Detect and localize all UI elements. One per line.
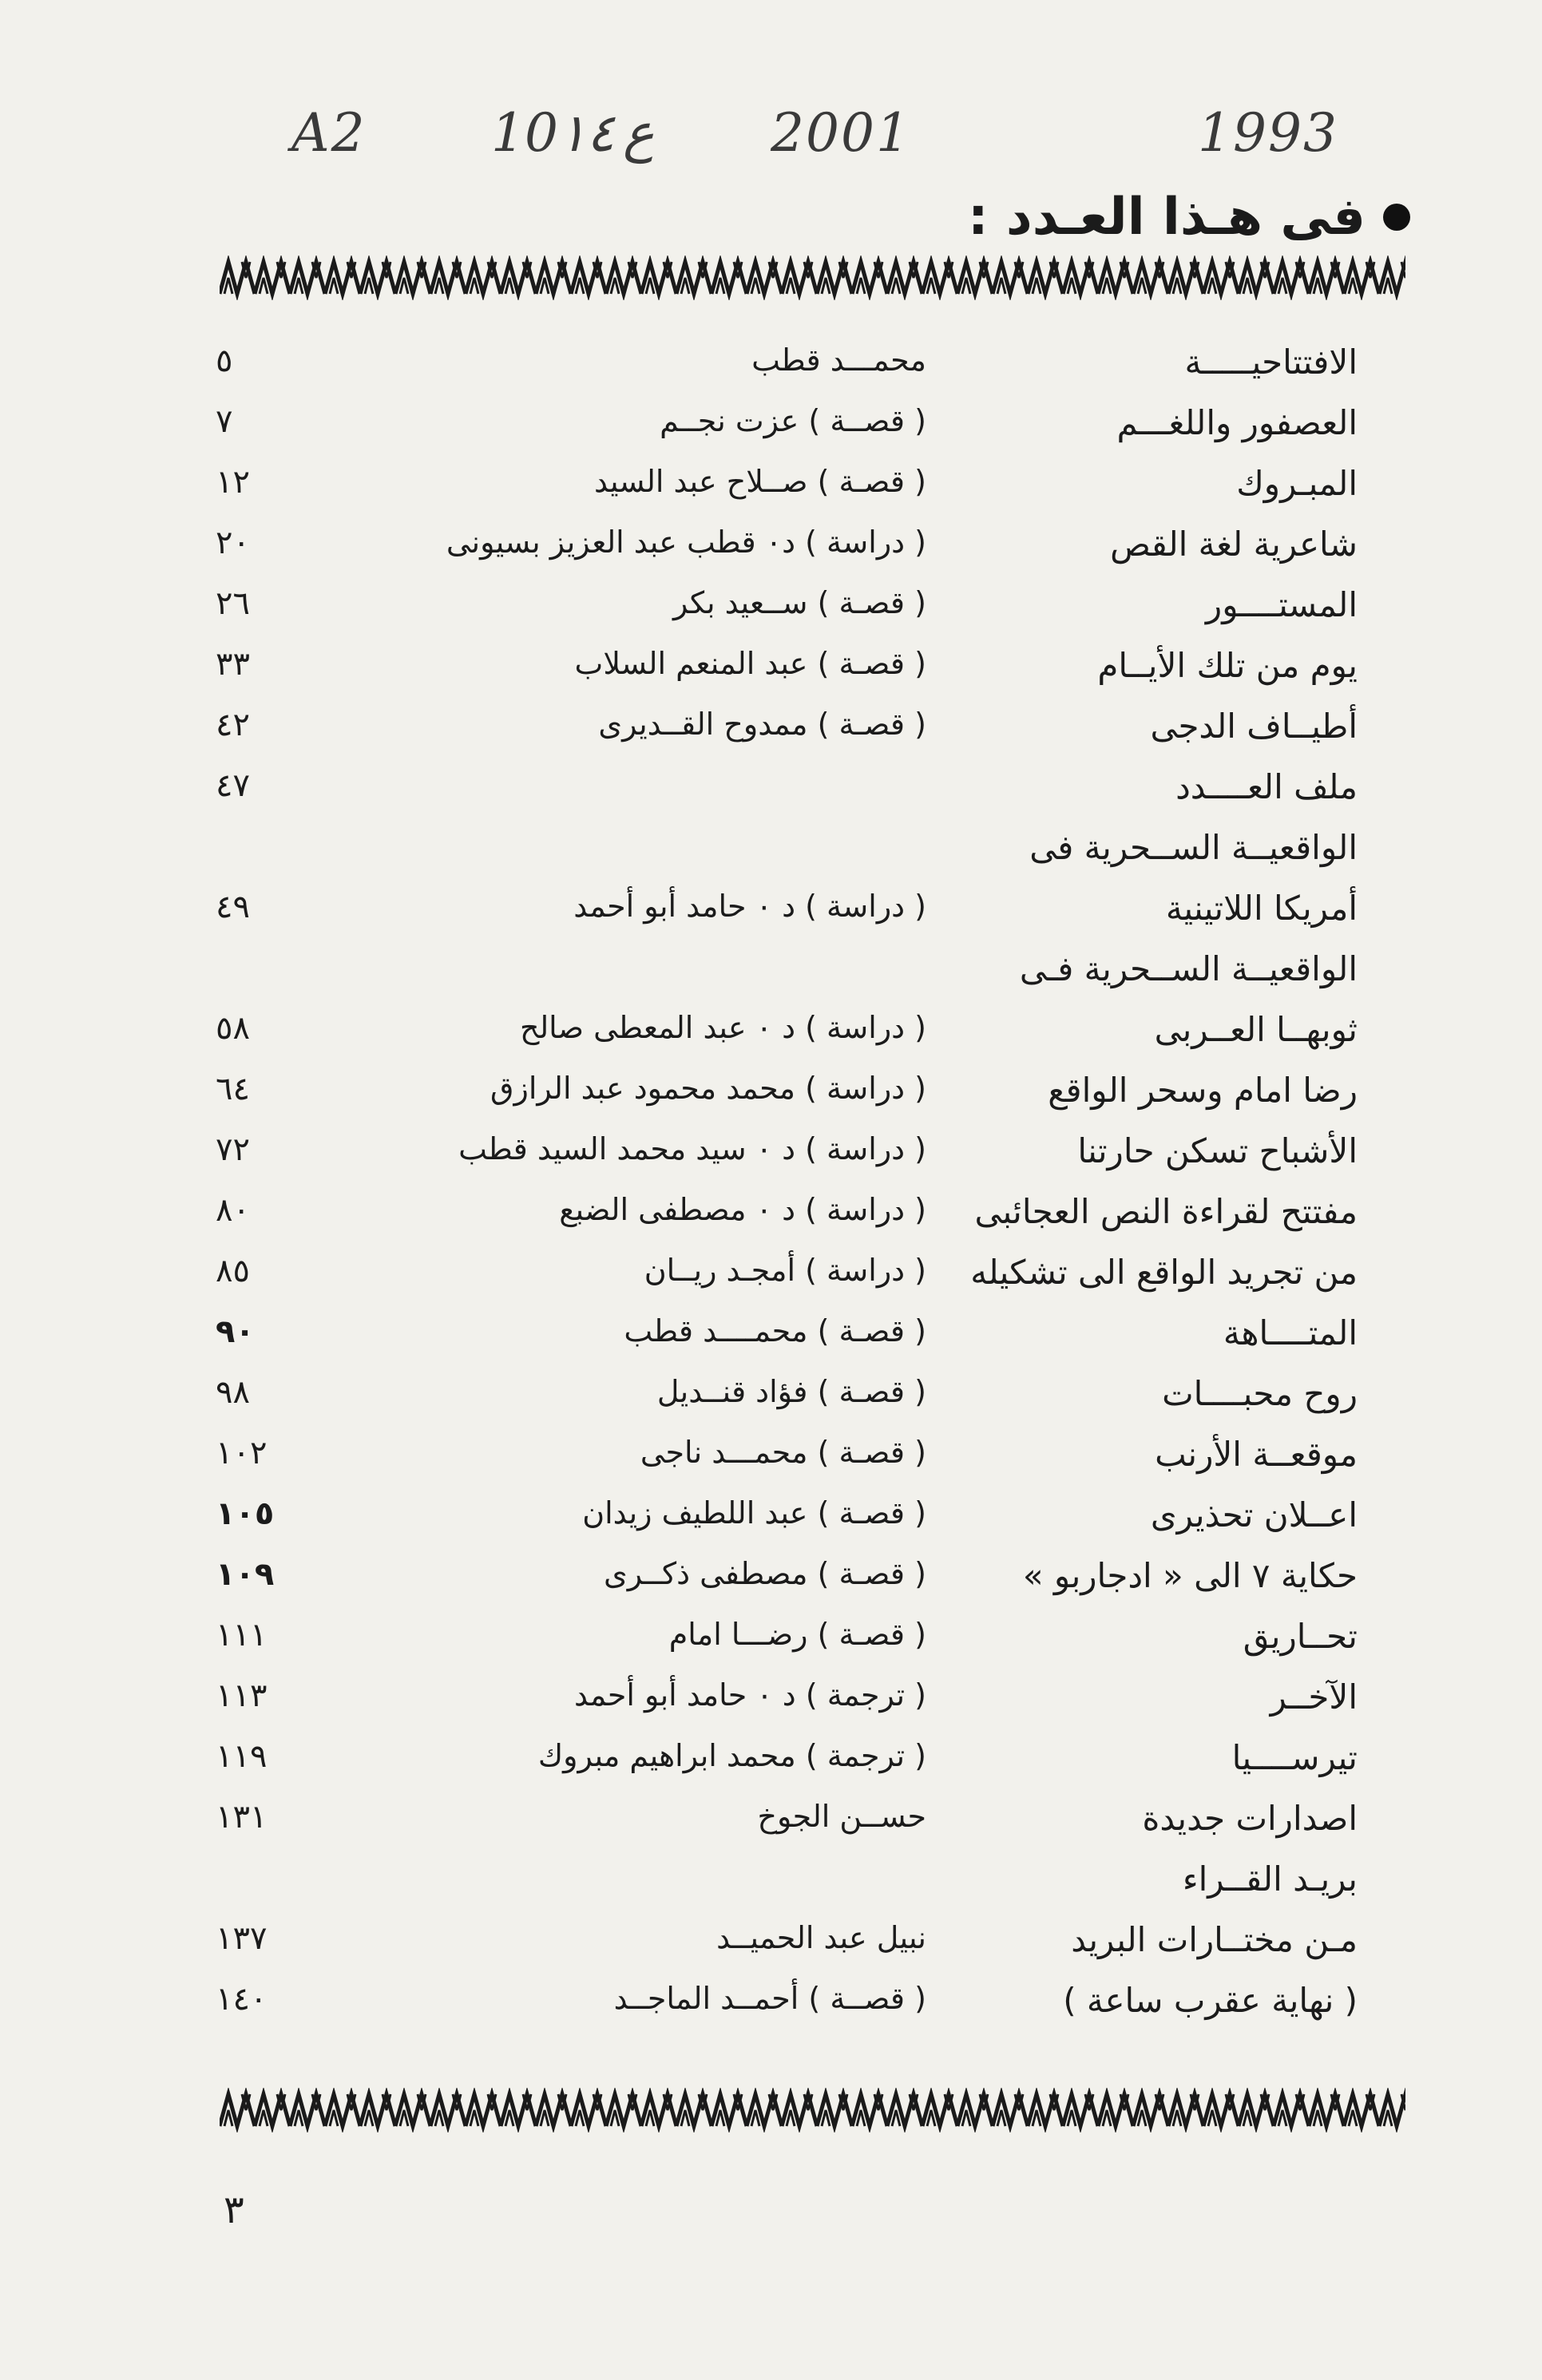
toc-title: ثوبهــا العــربى [1154, 1010, 1358, 1049]
toc-row [216, 1606, 1358, 1666]
toc-title: المتــــاهة [1223, 1313, 1358, 1352]
toc-type: ( قصـة ) [817, 585, 926, 620]
title-text: فى هـذا العـدد : [967, 188, 1366, 247]
toc-author: د ٠ حامد أبو أحمد [573, 1677, 796, 1713]
toc-row [216, 695, 1358, 756]
toc-credit [574, 1677, 926, 1713]
toc-type: ( قصــة ) [808, 403, 926, 438]
toc-author: د ٠ عبد المعطى صالح [520, 1010, 796, 1045]
toc-title: من تجريد الواقع الى تشكيله [970, 1253, 1358, 1292]
toc-page: ٩٨ [216, 1374, 250, 1411]
toc-credit [538, 1738, 926, 1773]
toc-credit [598, 707, 926, 742]
toc-title: شاعرية لغة القص [1110, 525, 1358, 564]
toc-page: ٨٥ [216, 1253, 250, 1289]
toc-title: حكاية ٧ الى « ادجاربو » [1022, 1556, 1358, 1595]
toc-row [216, 574, 1358, 635]
toc-credit [716, 1920, 926, 1955]
toc-page: ٥٨ [216, 1010, 250, 1047]
toc-row [216, 635, 1358, 695]
toc-title: بريـد القــراء [1182, 1859, 1358, 1899]
toc-page: ٧ [216, 403, 233, 440]
bottom-ornament-border [220, 2088, 1405, 2132]
toc-author: عزت نجــم [660, 403, 799, 438]
toc-title: ملف العــــدد [1175, 767, 1358, 806]
toc-title: رضا امام وسحر الواقع [1048, 1071, 1358, 1110]
toc-title: الواقعيــة الســحرية فى [1029, 828, 1358, 867]
toc-credit [594, 464, 926, 499]
toc-row [216, 938, 1358, 999]
toc-type: ( دراسة ) [805, 1071, 926, 1106]
toc-credit [614, 1981, 926, 2016]
toc-title: موقعــة الأرنب [1155, 1435, 1358, 1474]
toc-credit [573, 889, 926, 924]
toc-credit [604, 1556, 926, 1591]
toc-type: ( دراسة ) [805, 1253, 926, 1288]
toc-type: ( قصـة ) [817, 1556, 926, 1591]
toc-credit [669, 1617, 926, 1652]
toc-row [216, 1788, 1358, 1848]
toc-row [216, 1666, 1358, 1727]
toc-credit [640, 1435, 926, 1470]
toc-page: ١٠٢ [216, 1435, 268, 1471]
toc-title: أمريكا اللاتينية [1165, 889, 1358, 928]
toc-row [216, 331, 1358, 392]
toc-title: تيرســــيا [1231, 1738, 1358, 1777]
toc-author: د ٠ حامد أبو أحمد [573, 889, 796, 924]
toc-row [216, 817, 1358, 877]
toc-row [216, 1120, 1358, 1181]
bullet-icon [1383, 204, 1410, 231]
toc-type: ( ترجمة ) [805, 1738, 926, 1773]
toc-title: مـن مختــارات البريد [1071, 1920, 1358, 1959]
toc-page: ٨٠ [216, 1192, 250, 1229]
toc-type: ( قصــة ) [808, 1981, 926, 2016]
toc-type: ( قصـة ) [817, 1495, 926, 1531]
toc-author: محمد محمود عبد الرازق [490, 1071, 796, 1106]
toc-author: مصطفى ذكــرى [604, 1556, 808, 1591]
toc-type: ( دراسة ) [805, 1131, 926, 1166]
toc-page: ١٣٧ [216, 1920, 268, 1957]
toc-row [216, 1363, 1358, 1424]
toc-row [216, 1484, 1358, 1545]
toc-page: ٢٦ [216, 585, 250, 622]
toc-type: ( قصـة ) [817, 1617, 926, 1652]
toc-credit [624, 1313, 926, 1348]
toc-page: ٤٢ [216, 707, 250, 743]
toc-title: المستــــور [1205, 585, 1358, 624]
toc-credit [446, 525, 926, 560]
toc-credit [660, 403, 926, 438]
toc-credit [458, 1131, 926, 1166]
toc-title: الواقعيــة الســحرية فـى [1019, 949, 1358, 988]
toc-row [216, 1059, 1358, 1120]
toc-author: نبيل عبد الحميــد [716, 1920, 926, 1955]
toc-credit [490, 1071, 926, 1106]
toc-row [216, 999, 1358, 1059]
handwritten-year: 1993 [1198, 102, 1338, 164]
toc-type: ( قصـة ) [817, 707, 926, 742]
toc-author: أمجـد ريــان [644, 1253, 796, 1288]
handwritten-letter: ع [623, 102, 655, 164]
toc-type: ( قصـة ) [817, 646, 926, 681]
toc-title: الافتتاحيـــــة [1184, 343, 1358, 382]
top-ornament-border [220, 255, 1405, 300]
toc-author: عبد المنعم السلاب [574, 646, 808, 681]
toc-type: ( قصـة ) [817, 464, 926, 499]
toc-title: أطيــاف الدجى [1150, 707, 1358, 746]
toc-row [216, 513, 1358, 574]
toc-page: ١٤٠ [216, 1981, 268, 2018]
toc-row [216, 1848, 1358, 1909]
toc-page: ٤٧ [216, 767, 250, 804]
toc-type: ( دراسة ) [805, 1192, 926, 1227]
issue-contents-title [968, 188, 1410, 247]
toc-type: ( دراسة ) [805, 525, 926, 560]
toc-credit [575, 646, 926, 681]
toc-author: أحمــد الماجــد [613, 1981, 799, 2016]
handwritten-code: A2 [291, 102, 367, 164]
toc-page: ١٣١ [216, 1799, 268, 1835]
toc-type: ( قصـة ) [817, 1435, 926, 1470]
toc-row [216, 1181, 1358, 1241]
handwritten-ref-number: 10١٤ [491, 102, 615, 164]
toc-row [216, 1424, 1358, 1484]
toc-title: اصدارات جديدة [1142, 1799, 1358, 1838]
toc-page: ١٠٥ [216, 1495, 275, 1532]
toc-page: ٢٠ [216, 525, 250, 561]
handwritten-serial: 2001 [771, 102, 911, 164]
toc-row [216, 756, 1358, 817]
toc-page: ٩٠ [216, 1313, 255, 1350]
toc-row [216, 1727, 1358, 1788]
toc-author: حســن الجوخ [757, 1799, 926, 1834]
toc-type: ( قصـة ) [817, 1374, 926, 1409]
toc-title: يوم من تلك الأيــام [1097, 646, 1358, 685]
toc-row [216, 1241, 1358, 1302]
toc-author: فؤاد قنــديل [656, 1374, 808, 1409]
toc-page: ٣٣ [216, 646, 250, 683]
toc-author: صــلاح عبد السيد [594, 464, 808, 499]
toc-row [216, 453, 1358, 513]
toc-author: محمـــد قطب [751, 343, 926, 378]
toc-title: روح محبــــات [1162, 1374, 1358, 1413]
toc-row [216, 1909, 1358, 1970]
toc-credit [520, 1010, 926, 1045]
toc-credit [582, 1495, 926, 1531]
toc-row [216, 392, 1358, 453]
table-of-contents [216, 331, 1358, 2030]
toc-type: ( دراسة ) [805, 889, 926, 924]
toc-type: ( قصـة ) [817, 1313, 926, 1348]
toc-page: ٦٤ [216, 1071, 250, 1107]
toc-author: رضـــا امام [668, 1617, 808, 1652]
toc-author: محمــــد قطب [624, 1313, 808, 1348]
toc-title: ( نهاية عقرب ساعة ) [1063, 1981, 1358, 2020]
toc-row [216, 1970, 1358, 2030]
toc-title: مفتتح لقراءة النص العجائبى [974, 1192, 1358, 1231]
toc-author: د ٠ سيد محمد السيد قطب [458, 1131, 796, 1166]
toc-author: محمـــد ناجى [640, 1435, 808, 1470]
toc-title: الأشباح تسكن حارتنا [1077, 1131, 1358, 1170]
page-number: ٣ [224, 2188, 244, 2232]
toc-page: ١١١ [216, 1617, 268, 1653]
toc-credit [758, 1799, 927, 1834]
toc-author: محمد ابراهيم مبروك [537, 1738, 796, 1773]
toc-page: ٧٢ [216, 1131, 250, 1168]
toc-author: ممدوح القــديرى [598, 707, 808, 742]
toc-author: ســعيد بكر [673, 585, 808, 620]
toc-page: ٤٩ [216, 889, 250, 925]
toc-author: د ٠ مصطفى الضبع [559, 1192, 796, 1227]
toc-title: المبـروك [1236, 464, 1358, 503]
toc-row [216, 1545, 1358, 1606]
toc-title: الآخــر [1270, 1677, 1358, 1717]
toc-credit [751, 343, 926, 378]
toc-credit [559, 1192, 926, 1227]
toc-credit [673, 585, 926, 620]
toc-author: عبد اللطيف زيدان [582, 1495, 808, 1531]
toc-type: ( ترجمة ) [805, 1677, 926, 1713]
toc-author: د٠ قطب عبد العزيز بسيونى [446, 525, 796, 560]
toc-page: ١١٩ [216, 1738, 268, 1775]
toc-credit [657, 1374, 926, 1409]
toc-title: اعــلان تحذيرى [1150, 1495, 1358, 1535]
toc-page: ١٠٩ [216, 1556, 275, 1593]
toc-credit [644, 1253, 926, 1288]
toc-title: تحــاريق [1243, 1617, 1358, 1656]
toc-page: ٥ [216, 343, 233, 379]
toc-type: ( دراسة ) [805, 1010, 926, 1045]
toc-row [216, 877, 1358, 938]
toc-page: ١١٣ [216, 1677, 268, 1714]
toc-page: ١٢ [216, 464, 250, 501]
toc-title: العصفور واللغـــم [1116, 403, 1358, 442]
toc-row [216, 1302, 1358, 1363]
